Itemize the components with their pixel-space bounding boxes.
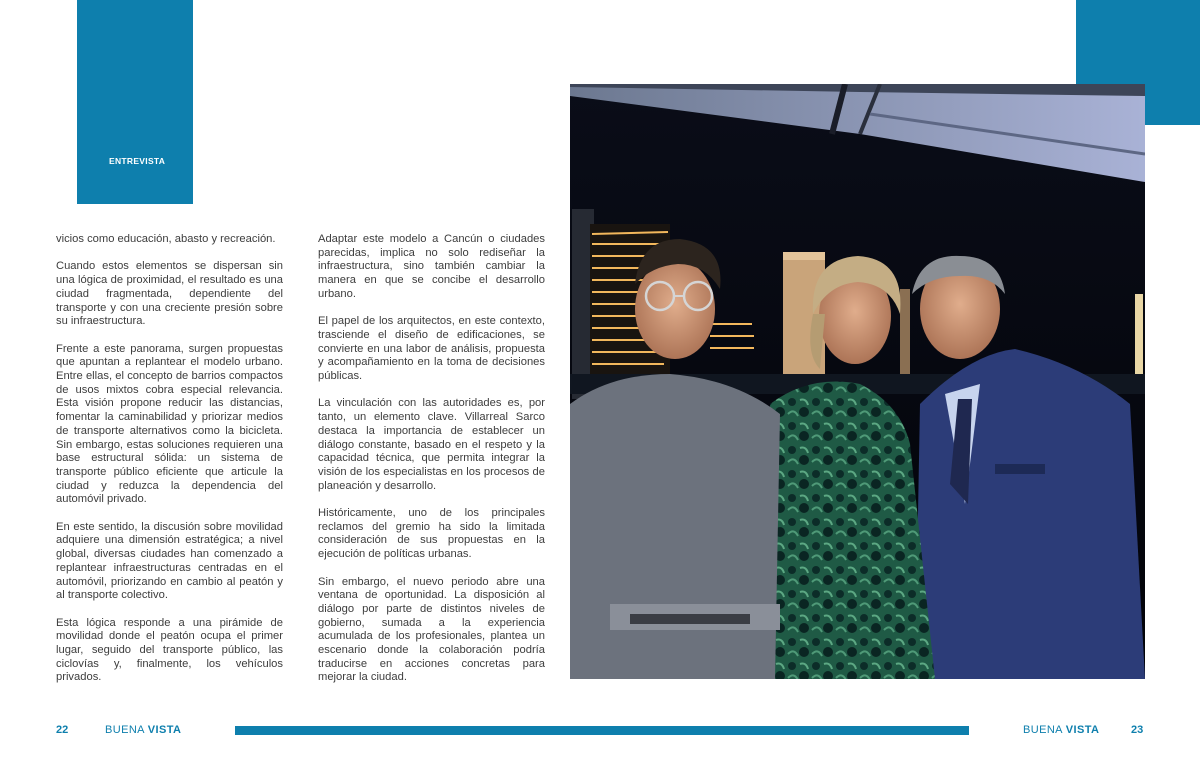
magazine-name-right <box>1023 724 1099 736</box>
paragraph: vicios como educación, abasto y recreación. <box>56 233 276 245</box>
paragraph: El papel de los arquitectos, en este contexto, trasciende el diseño de edificaciones, se convierte en una labor de análisis, propuesta y acompañamiento en la toma de decisiones públicas. <box>318 315 545 383</box>
paragraph: Adaptar este modelo a Cancún o ciudades parecidas, implica no solo rediseñar la infraestructura, sino también cambiar la manera en que se concibe el desarrollo urbano. <box>318 233 545 300</box>
paragraph: Históricamente, uno de los principales reclamos del gremio ha sido la limitada consideración de sus propuestas en la ejecución de políticas urbanas. <box>318 507 545 561</box>
section-tab <box>77 0 193 204</box>
paragraph: En este sentido, la discusión sobre movilidad adquiere una dimensión estratégica; a nivel global, diversas ciudades han comenzado a replantear infraestructuras centradas en el automóvil, priorizando en cambio al peatón y al transporte colectivo. <box>56 520 283 602</box>
magazine-name-word-bold: VISTA <box>1065 724 1100 736</box>
paragraph: Frente a este panorama, surgen propuestas que apuntan a replantear el modelo urbano. Entre ellas, el concepto de barrios compactos de usos mixtos cobra especial relevancia. Esta visión propone reducir las distancias, fomentar la caminabilidad y priorizar medios de transporte alternativos como la bicicleta. Sin embargo, estas soluciones requieren una base estructural sólida: un sistema de transporte público eficiente que articule la ciudad y reduzca la dependencia del automóvil privado. <box>56 342 283 506</box>
section-label: ENTREVISTA <box>109 156 166 166</box>
paragraph: La vinculación con las autoridades es, por tanto, un elemento clave. Villarreal Sarco destaca la importancia de establecer un diálogo constante, basado en el respeto y la capacidad técnica, que permita integrar la visión de los especialistas en los procesos de planeación y desarrollo. <box>318 397 545 492</box>
event-photo <box>570 84 1145 679</box>
magazine-name-word-bold: VISTA <box>147 724 182 736</box>
paragraph: Sin embargo, el nuevo periodo abre una ventana de oportunidad. La disposición al diálogo por parte de distintos niveles de gobierno, sumada a la experiencia acumulada de los profesionales, plantea un escenario donde la colaboración podría traducirse en acciones concretas para mejorar la ciudad. <box>318 575 545 684</box>
page-number-right: 23 <box>1131 724 1144 736</box>
magazine-name-left <box>105 724 181 736</box>
magazine-name-word: BUENA <box>105 724 145 736</box>
text-column-left <box>56 233 283 699</box>
paragraph: Esta lógica responde a una pirámide de movilidad donde el peatón ocupa el primer lugar, seguido del transporte público, las ciclovías y, finalmente, los vehículos privados. <box>56 616 283 684</box>
text-column-right <box>318 233 545 699</box>
footer-divider-bar <box>235 726 969 735</box>
paragraph: Cuando estos elementos se dispersan sin una lógica de proximidad, el resultado es una ciudad fragmentada, dependiente del transporte y con una creciente presión sobre su infraestructura. <box>56 260 283 328</box>
magazine-name-word: BUENA <box>1023 724 1063 736</box>
page-number-left: 22 <box>56 724 69 736</box>
